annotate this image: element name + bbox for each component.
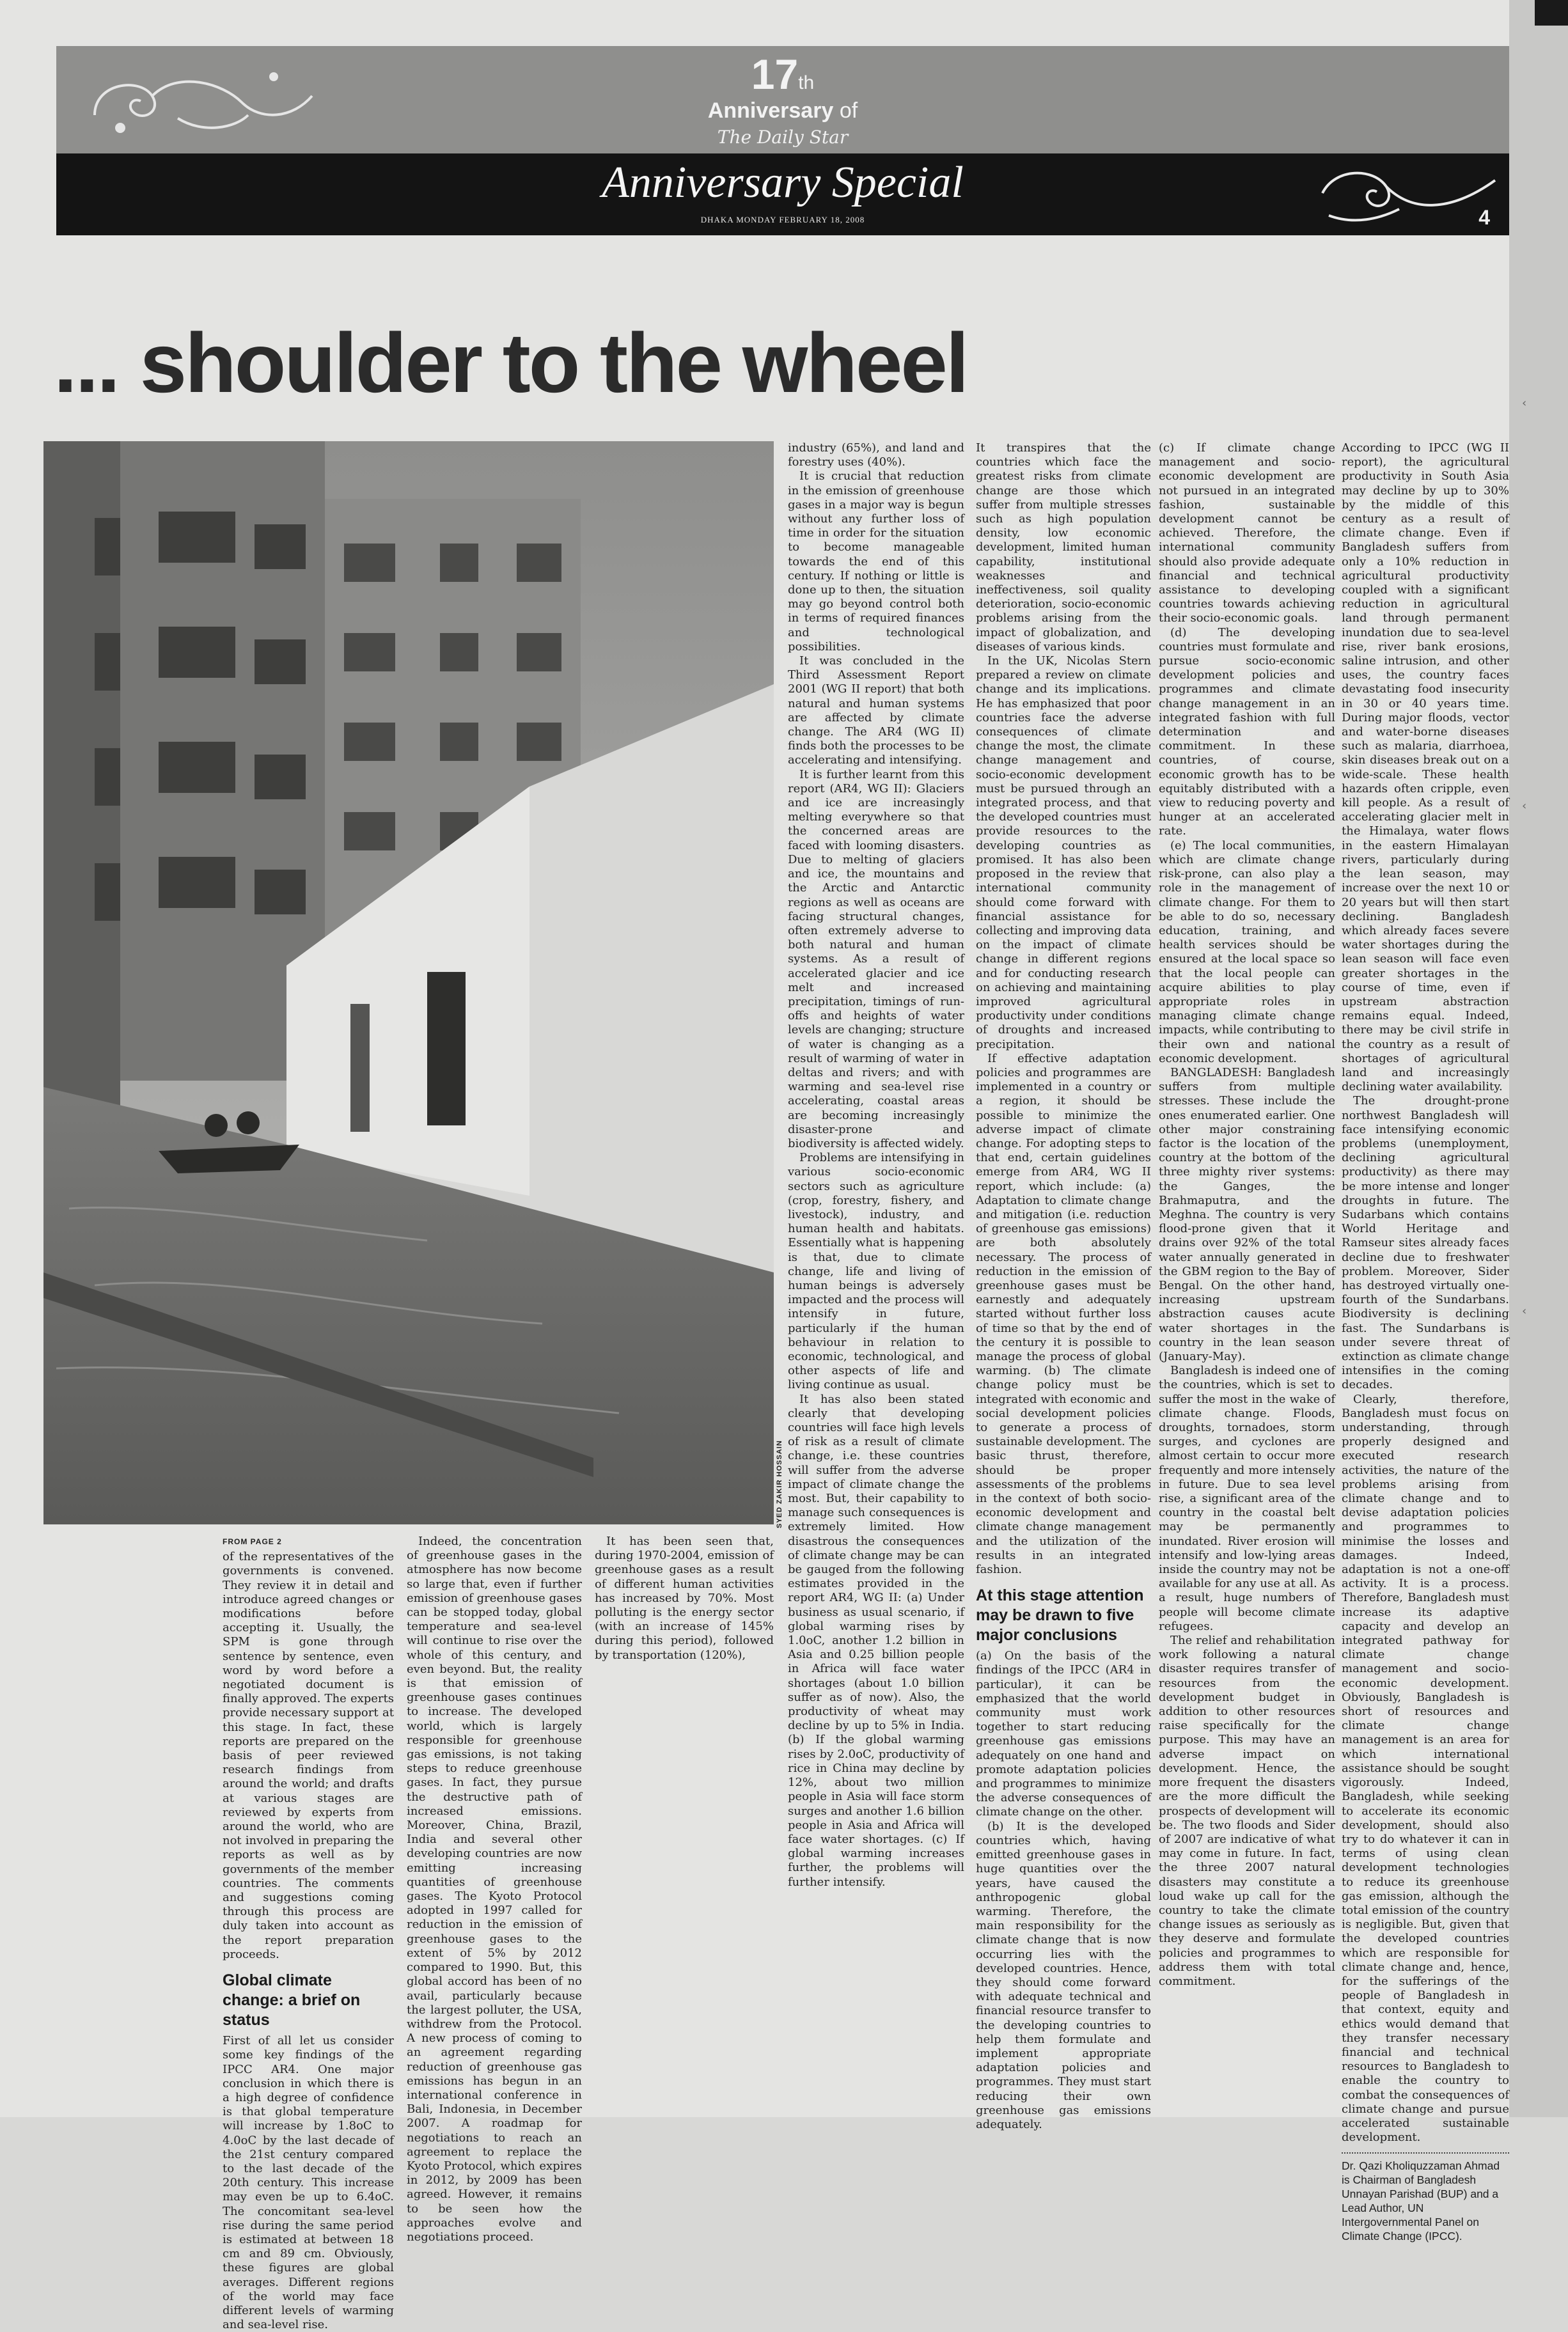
headline: ... shoulder to the wheel [54,316,968,410]
column-5 [1159,441,1335,2104]
paragraph: Problems are intensifying in various socio-economic sectors such as agriculture (crop, forestry, fishery, and livestock), industry, and human health and habitats. Essentially what is happening is that, due to climate change, life and living of human beings is adversely impacted and the process will intensify in future, particularly if the human behaviour in relation to economic, technological, and other aspects of life and living continue as usual. [788,1151,964,1392]
continued-from-label: FROM PAGE 2 [223,1537,282,1546]
flooded-street-photo-icon [43,441,774,1524]
page-corner-shadow [1535,0,1568,26]
dateline: DHAKA MONDAY FEBRUARY 18, 2008 [700,215,865,224]
column-3-bottom [595,1535,774,2097]
paragraph: It is further learnt from this report (AR4, WG II): Glaciers and ice are increasingly melting everywhere so that the concerned areas are faced with looming disasters. Due to melting of glaciers and ice, the mountains and the Arctic and Antarctic regions as well as oceans are facing structural changes, often extremely adverse to both natural and human systems. As a result of accelerated glacier and ice melt and increased precipitation, timings of run-offs and heights of water levels are changing; structure of water is changing as a result of warming of water in deltas and rivers; and with warming and sea-level rise accelerating, coastal areas are becoming increasingly disaster-prone and biodiversity is affected widely. [788,767,964,1150]
paragraph: (b) It is the developed countries which, having emitted greenhouse gases in huge quantities over the years, have caused the anthropogenic global warming. Therefore, the main responsibility for the climate change that is now occurring lies with the developed countries. Hence, they should come forward with adequate technical and financial resource transfer to the developing countries to help them formulate and implement appropriate adaptation policies and programmes. They must start reducing their own greenhouse gas emissions adequately. [976,1819,1151,2131]
paragraph: In the UK, Nicolas Stern prepared a review on climate change and its implications. He has emphasized that poor countries face the adverse consequences of climate change the most, the climate change management and socio-economic development must be pursued through an integrated process, and that the developed countries must provide resources to the developing countries as promised. It has also been proposed in the review that international community should come forward with financial assistance for collecting and improving data on the impact of climate change in different regions and for conducting research on achieving and maintaining improved agricultural productivity under conditions of droughts and increased precipitation. [976,654,1151,1051]
masthead [56,46,1509,238]
paragraph: It was concluded in the Third Assessment Report 2001 (WG II report) that both natural and human systems are affected by climate change. The AR4 (WG II) finds both the processes to be accelerating and intensifying. [788,654,964,767]
subheading-five-conclusions: At this stage attention may be drawn to five major conclusions [976,1586,1144,1645]
paragraph: (e) The local communities, which are climate change risk-prone, can also play a role in the management of climate change. For them to be able to do so, necessary education, training, and health services should be ensured at the local space so that the local people can acquire abilities to play appropriate roles in managing climate change impacts, while contributing to their own and national economic development. [1159,838,1335,1065]
paragraph: industry (65%), and land and forestry uses (40%). [788,441,964,469]
page-edge [1509,0,1568,2117]
newspaper-name: The Daily Star [717,127,849,148]
page-number: 4 [1478,206,1490,229]
subheading-global-climate-change: Global climate change: a brief on status [223,1971,361,2030]
margin-tick: ‹ [1522,396,1527,410]
section-title: Anniversary Special [602,158,964,207]
column-2-bottom [407,1535,582,2244]
paragraph: It has also been stated clearly that developing countries will face high levels of risk as a result of climate change, i.e. these countries will suffer from the adverse impact of climate change the most. But, their capability to manage such consequences is extremely limited. How disastrous the consequences of climate change may be can be gauged from the following estimates provided in the report AR4, WG II: (a) Under business as usual scenario, if global warming rises by 1.0oC, another 1.2 billion in Asia and 0.25 billion people in Africa will face water shortages (about 1.0 billion suffer as of now). Also, the productivity of wheat may decline by up to 5% in India. (b) If the global warming rises by 2.0oC, productivity of rice in China may decline by 12%, about two million people in Asia will face storm surges and another 1.6 billion people in Asia and Africa will face water shortages. (c) If global warming increases further, the problems will further intensify. [788,1392,964,1889]
column-3-top [788,441,964,1889]
photo-credit: SYED ZAKIR HOSSAIN [776,1440,783,1528]
column-4 [976,441,1151,2131]
paragraph: The relief and rehabilitation work following a natural disaster requires transfer of resources from the development budget in addition to other resources raise specifically for the purpose. This may have an adverse impact on development. Hence, the more frequent the disasters are the more difficult the prospects of development will be. The two floods and Sider of 2007 are indicative of what may come in future. In fact, the three 2007 natural disasters may constitute a loud wake up call for the country to take the climate change issues as seriously as they deserve and formulate policies and programmes to address them with total commitment. [1159,1634,1335,1988]
paragraph: It has been seen that, during 1970-2004, emission of greenhouse gases as a result of different human activities has increased by 70%. Most polluting is the energy sector (with an increase of 145% during this period), followed by transportation (120%), [595,1535,774,1662]
paragraph: (d) The developing countries must formulate and pursue socio-economic development policies and programmes and climate change management in an integrated fashion with full determination and commitment. In these countries, of course, economic growth has to be equitably distributed with a view to reducing poverty and hunger at an accelerated rate. [1159,625,1335,838]
paragraph: Clearly, therefore, Bangladesh must focus on understanding, through properly designed and executed research activities, the nature of the problems arising from climate change and to devise adaptation policies and programmes to minimise the losses and damages. Indeed, adaptation is not a one-off activity. It is a process. Therefore, Bangladesh must increase its adaptive capacity and develop an integrated pathway for climate change management and socio-economic development. Obviously, Bangladesh is short of resources and climate change management is an area for which international assistance should be sought vigorously. Indeed, Bangladesh, while seeking to accelerate its economic development, should also try to do whatever it can in terms of using clean development technologies to reduce its greenhouse gas emission, although the total emission of the country is negligible. But, given that the developed countries which are responsible for climate change and, hence, for the sufferings of the people of Bangladesh in that context, equity and ethics would demand that they transfer necessary financial and technical resources to Bangladesh to enable the country to combat the consequences of climate change and pursue accelerated sustainable development. [1342,1392,1509,2145]
paragraph: It is crucial that reduction in the emission of greenhouse gases in a major way is begun without any further loss of time in order for the situation to become manageable towards the end of this century. If nothing or little is done up to then, the situation may go beyond control both in terms of required finances and technological possibilities. [788,469,964,653]
paragraph: According to IPCC (WG II report), the agricultural productivity in South Asia may decline by up to 30% by the middle of this century as a result of climate change. Even if Bangladesh suffers from only a 10% reduction in agricultural productivity coupled with a significant reduction in agricultural land through permanent inundation due to sea-level rise, river bank erosions, saline intrusion, and other uses, the country faces devastating food insecurity in 30 or 40 years time. During major floods, vector and water-borne diseases such as malaria, diarrhoea, skin diseases break out on a wide-scale. These health hazards often cripple, even kill people. As a result of accelerating glacier melt in the Himalaya, water flows in the eastern Himalayan rivers, particularly during the lean season, may increase over the next 10 or 20 years but will then start declining. Bangladesh which already faces severe water shortages during the lean season will face even greater shortages in the course of time, even if upstream abstraction remains equal. Indeed, there may be civil strife in the country as a result of shortages of agricultural land and increasingly declining water availability. [1342,441,1509,1094]
column-1-bottom [223,1535,394,2332]
margin-tick: ‹ [1522,1304,1527,1318]
author-bio: Dr. Qazi Kholiquzzaman Ahmad is Chairman of Bangladesh Unnayan Parishad (BUP) and a Lead Author, UN Intergovernmental Panel on Climate Change (IPCC). [1342,2159,1500,2243]
bio-divider [1342,2152,1509,2154]
paragraph: BANGLADESH: Bangladesh suffers from multiple stresses. These include the ones enumerated earlier. One other major constraining factor is the location of the country at the bottom of the three mighty river systems: the Ganges, the Brahmaputra, and the Meghna. The country is very flood-prone given that it drains over 92% of the total water annually generated in the GBM region to the Bay of Bengal. On the other hand, increasing upstream abstraction causes acute water shortages in the country in the lean season (January-May). [1159,1065,1335,1363]
paragraph: (a) On the basis of the findings of the IPCC (AR4 in particular), it can be emphasized that the world community must work together to start reducing greenhouse gas emissions adequately on one hand and promote adaptation policies and programmes to minimize the adverse consequences of climate change on the other. [976,1649,1151,1819]
paragraph: If effective adaptation policies and programmes are implemented in a country or a region, it should be possible to minimize the adverse impact of climate change. For adopting steps to that end, certain guidelines emerge from AR4, WG II report, which include: (a) Adaptation to climate change and mitigation (i.e. reduction of greenhouse gas emissions) are both absolutely necessary. The process of reduction in the emission of greenhouse gases must be earnestly and adequately started without further loss of time so that by the end of the century it is possible to manage the process of global warming. (b) The climate change policy must be integrated with economic and social development policies to generate a process of sustainable development. The basic thrust, therefore, should be proper assessments of the problems in the context of both socio-economic development and climate change management and the utilization of the results in an integrated fashion. [976,1051,1151,1577]
anniversary-number: 17th [751,51,815,98]
paragraph: It transpires that the countries which face the greatest risks from climate change are those which suffer from multiple stresses such as high population density, low economic development, limited human capability, institutional weaknesses and ineffectiveness, soil quality deterioration, socio-economic problems arising from the impact of globalization, and diseases of various kinds. [976,441,1151,653]
paragraph: Bangladesh is indeed one of the countries, which is set to suffer the most in the wake of climate change. Floods, droughts, tornadoes, storm surges, and cyclones are almost certain to occur more frequently and more intensely in future. Due to sea level rise, a significant area of the country in the coastal belt may be permanently inundated. River erosion will intensify and low-lying areas inside the country may not be available for any use at all. As a result, huge numbers of people will become climate refugees. [1159,1364,1335,1633]
paragraph: The drought-prone northwest Bangladesh will face intensifying economic problems (unemployment, declining agricultural productivity) as there may be more intense and longer droughts in future. The Sudarbans which contains World Heritage and Ramseur sites already faces decline due to freshwater problem. Moreover, Sider has destroyed virtually one-fourth of the Sundarbans. Biodiversity is declining fast. The Sundarbans is under severe threat of extinction as climate change intensifies in the coming decades. [1342,1094,1509,1392]
paragraph: (c) If climate change management and socio-economic development are not pursued in an integrated fashion, sustainable development cannot be achieved. Therefore, the international community should also provide adequate financial and technical assistance to developing countries towards achieving their socio-economic goals. [1159,441,1335,625]
paragraph: of the representatives of the governments is convened. They review it in detail and introduce agreed changes or modifications before accepting it. Usually, the SPM is gone through sentence by sentence, even word by word before a negotiated document is finally approved. The experts provide necessary support at this stage. In fact, these reports are prepared on the basis of peer reviewed research findings from around the world; and drafts at various stages are reviewed by experts from around the world, who are not involved in preparing the reports as well as by governments of the member countries. The comments and suggestions coming through this process are duly taken into account as the report preparation proceeds. [223,1550,394,1961]
margin-tick: ‹ [1522,799,1527,813]
paragraph: First of all let us consider some key findings of the IPCC AR4. One major conclusion in which there is a high degree of confidence is that global temperature will increase by 1.8oC to 4.0oC by the last decade of the 21st century compared to the last decade of the 20th century. This increase may even be up to 6.4oC. The concomitant sea-level rise during the same period is estimated at between 18 cm and 89 cm. Obviously, these figures are global averages. Different regions of the world may face different levels of warming and sea-level rise. [223,2034,394,2332]
anniversary-label: Anniversary of [707,98,858,123]
flooded-street-photo [43,441,774,1524]
column-6 [1342,441,1509,2243]
paragraph: Indeed, the concentration of greenhouse gases in the atmosphere has now become so large that, even if further emission of greenhouse gases can be stopped today, global temperature and sea-level will continue to rise over the whole of this century, and even beyond. But, the reality is that emission of greenhouse gases continues to increase. The developed world, which is largely responsible for greenhouse gas emissions, is not taking steps to reduce greenhouse gases. In fact, they pursue the destructive path of increased emissions. Moreover, China, Brazil, India and several other developing countries are now emitting increasing quantities of greenhouse gases. The Kyoto Protocol adopted in 1997 called for reduction in the emission of greenhouse gases to the extent of 5% by 2012 compared to 1990. But, this global accord has been of no avail, particularly because the largest polluter, the USA, withdrew from the Protocol. A new process of coming to an agreement regarding reduction of greenhouse gas emissions has begun in an international conference in Bali, Indonesia, in December 2007. A roadmap for negotiations to reach an agreement to replace the Kyoto Protocol, which expires in 2012, by 2009 has been agreed. However, it remains to be seen how the approaches evolve and negotiations proceed. [407,1535,582,2244]
